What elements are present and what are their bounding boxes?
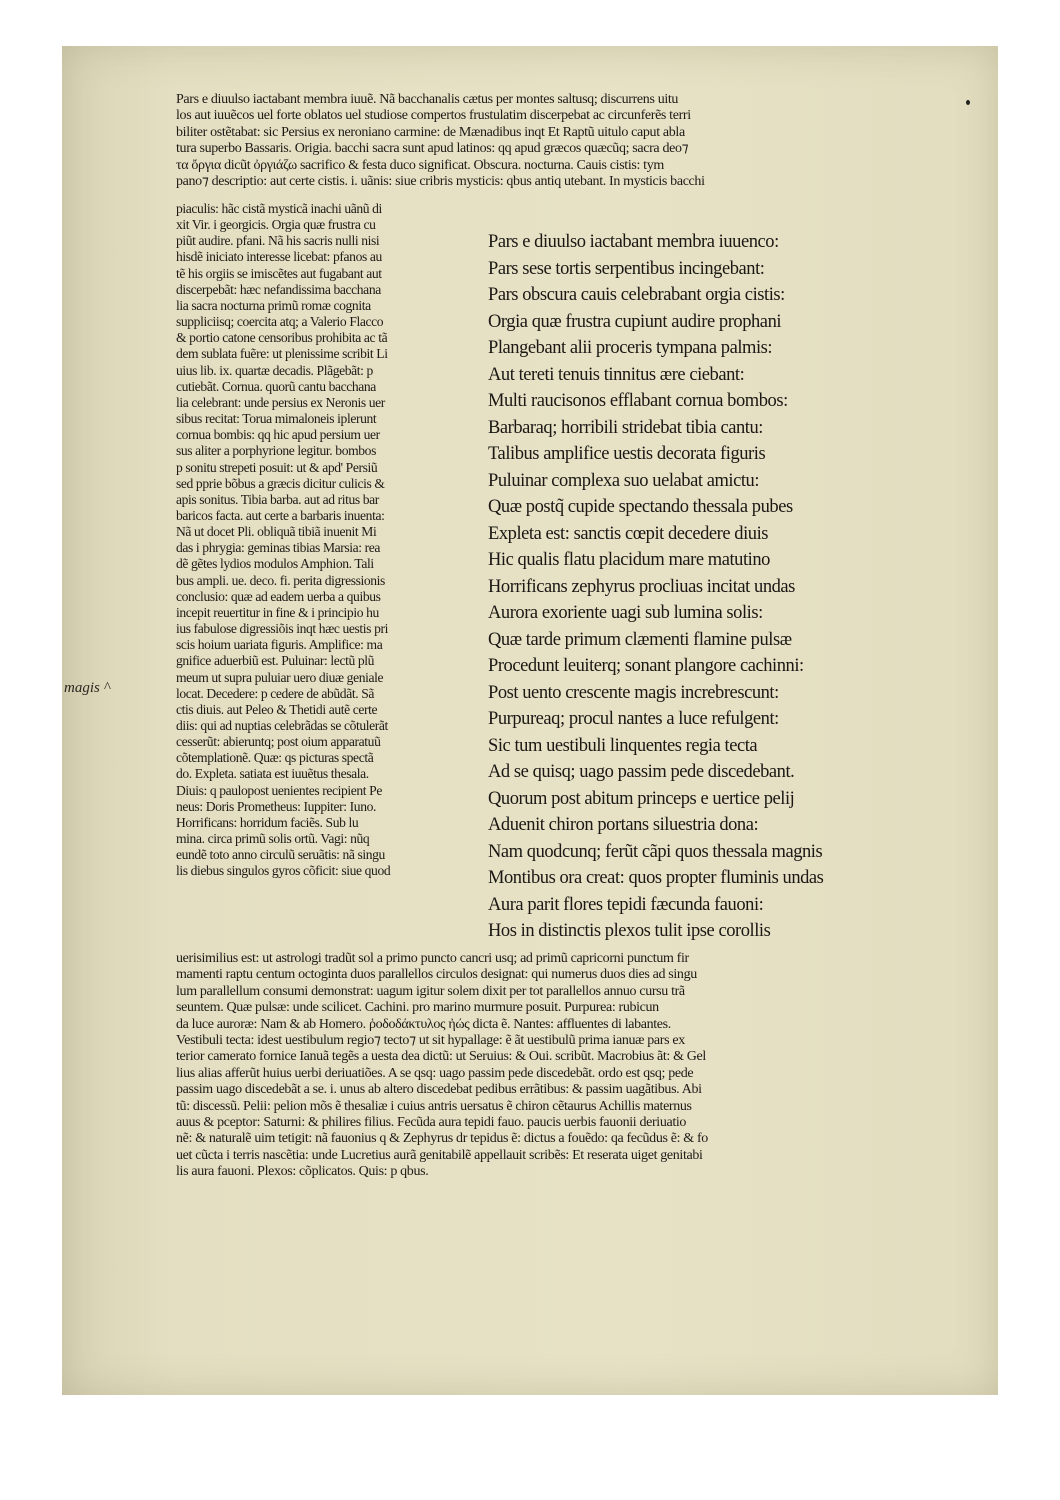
ink-speck <box>966 100 970 105</box>
commentary-line: cesserũt: abieruntq; post oium apparatuũ <box>176 734 381 750</box>
commentary-line: tẽ his orgiis se imiscẽtes aut fugabant aut <box>176 265 382 281</box>
commentary-line: cutiebãt. Cornua. quorũ cantu bacchana <box>176 378 376 394</box>
commentary-line: sed pprie bõbus a græcis dicitur culicis & <box>176 475 385 491</box>
commentary-line: piũt audire. pfani. Nã his sacris nulli nisi <box>176 233 380 249</box>
verse-line: Nam quodcunq; ferũt cãpi quos thessala magnis <box>488 841 823 862</box>
commentary-line: neus: Doris Prometheus: Iuppiter: Iuno. <box>176 798 376 814</box>
verse-line: Plangebant alii proceris tympana palmis: <box>488 338 773 358</box>
commentary-line: discerpebãt: hæc nefandissima bacchana <box>176 281 381 297</box>
commentary-left-column <box>176 201 476 880</box>
commentary-line: nẽ: & naturalẽ uim tetigit: nã fauonius q & Zephyrus dr tepidus ẽ: dictus a fouẽdo: qa fecũdus ẽ: & fo <box>176 1131 708 1147</box>
commentary-line: sus aliter a porphyrione legitur. bombos <box>176 443 376 459</box>
commentary-line: gnifice aduerbiũ est. Puluinar: lectũ plũ <box>176 653 375 669</box>
commentary-line: apis sonitus. Tibia barba. aut ad ritus bar <box>176 491 379 507</box>
verse-text <box>488 229 848 945</box>
commentary-top <box>176 92 880 190</box>
commentary-line: seuntem. Quæ pulsæ: unde scilicet. Cachini. pro marino murmure posuit. Purpurea: rubicun <box>176 1000 659 1016</box>
commentary-line: lis diebus singulos gyros cõficit: siue quod <box>176 863 391 879</box>
commentary-line: & portio catone censoribus prohibita ac tã <box>176 330 388 346</box>
commentary-line: terior camerato fornice Ianuã tegẽs a uesta dea dictũ: ut Seruius: & Oui. scribũt. Macrobius ãt: & Gel <box>176 1049 706 1065</box>
verse-line: Barbaraq; horribili stridebat tibia cantu: <box>488 417 763 438</box>
commentary-line: sibus recitat: Torua mimaloneis iplerunt <box>176 411 377 427</box>
commentary-line: baricos facta. aut certe a barbaris inuenta: <box>176 507 385 523</box>
commentary-line: uet cũcta i terris nascẽtia: unde Lucretius aurã genitabilẽ appellauit scribẽs: Et reserata uiget genitabi <box>176 1147 703 1163</box>
verse-line: Quorum post abitum princeps e uertice pelij <box>488 788 795 809</box>
commentary-line: τα ὄργια dicũt ὀργιάζω sacrifico & festa duco significat. Obscura. nocturna. Cauis cistis: tym <box>176 157 664 173</box>
commentary-line: biliter ostẽtabat: sic Persius ex neroniano carmine: de Mænadibus inqt Et Raptũ uitulo caput abla <box>176 124 685 140</box>
verse-line: Orgia quæ frustra cupiunt audire prophani <box>488 311 782 332</box>
commentary-line: ius fabulose digressiõis inqt hæc uestis pri <box>176 621 388 637</box>
verse-line: Quæ postq̃ cupide spectando thessala pubes <box>488 497 793 517</box>
verse-line: Puluinar complexa suo uelabat amictu: <box>488 470 760 491</box>
commentary-line: uius lib. ix. quartæ decadis. Plãgebãt: p <box>176 362 373 378</box>
verse-line: Ad se quisq; uago passim pede discedebant. <box>488 762 795 782</box>
commentary-line: eundẽ toto anno circulũ seruãtis: nã singu <box>176 847 385 863</box>
verse-line: Pars sese tortis serpentibus incingebant: <box>488 258 765 279</box>
commentary-line: uerisimilius est: ut astrologi tradũt sol a primo puncto cancri usq; ad primũ capricorni punctum fir <box>176 951 689 966</box>
commentary-line: Horrificans: horridum faciẽs. Sub lu <box>176 814 359 830</box>
verse-line: Horrificans zephyrus procliuas incitat undas <box>488 576 795 597</box>
verse-line: Procedunt leuiterq; sonant plangore cachinni: <box>488 656 804 676</box>
verse-line: Aduenit chiron portans siluestria dona: <box>488 815 759 835</box>
commentary-line: da luce auroræ: Nam & ab Homero. ῥοδοδάκτυλος ἠώς dicta ẽ. Nantes: affluentes di labantes. <box>176 1016 671 1032</box>
commentary-line: lis aura fauoni. Plexos: cõplicatos. Quis: p qbus. <box>176 1164 429 1180</box>
commentary-line: Vestibuli tecta: idest uestibulum regio⁊ tecto⁊ ut sit hypallage: ẽ ãt uestibulũ prima ianuæ pars ex <box>176 1033 685 1049</box>
commentary-line: hisdẽ iniciato interesse licebat: pfanos au <box>176 249 382 265</box>
commentary-line: lia celebrant: unde persius ex Neronis uer <box>176 394 385 410</box>
verse-line: Purpureaq; procul nantes a luce refulgent: <box>488 709 779 729</box>
commentary-line: los aut iuuẽcos uel forte oblatos uel studiose compertos frustulatim discerpebat ac circunferẽs terri <box>176 108 691 124</box>
verse-line: Talibus amplifice uestis decorata figuris <box>488 444 766 464</box>
verse-line: Aut tereti tenuis tinnitus ære ciebant: <box>488 364 745 385</box>
commentary-line: tũ: discessũ. Pelii: pelion mõs ẽ thesaliæ i cuius antris uersatus ẽ chiron cẽtaurus Achillis maternus <box>176 1098 692 1114</box>
commentary-bottom <box>176 951 880 1181</box>
commentary-line: Nã ut docet Pli. obliquã tibiã inuenit Mi <box>176 524 377 540</box>
commentary-line: cornua bombis: qq hic apud persium uer <box>176 427 380 443</box>
commentary-line: mina. circa primũ solis ortũ. Vagi: nũq <box>176 831 370 847</box>
commentary-line: lius alias afferũt huius uerbi deriuatiões. A se qsq: uago passim pede discedebãt. ordo est qsq; pede <box>176 1065 694 1081</box>
verse-line: Aurora exoriente uagi sub lumina solis: <box>488 603 763 623</box>
commentary-line: incepit reuertitur in fine & i principio hu <box>176 604 379 620</box>
verse-line: Expleta est: sanctis cœpit decedere diuis <box>488 523 769 544</box>
verse-line: Montibus ora creat: quos propter fluminis undas <box>488 868 824 888</box>
marginal-note: magis ^ <box>64 680 110 696</box>
commentary-line: do. Expleta. satiata est iuuẽtus thesala. <box>176 766 369 782</box>
commentary-line: piaculis: hãc cistã mysticã inachi uãnũ di <box>176 201 382 216</box>
commentary-line: scis hoium uariata figuris. Amplifice: ma <box>176 637 383 653</box>
verse-line: Aura parit flores tepidi fæcunda fauoni: <box>488 894 764 915</box>
verse-line: Multi raucisonos efflabant cornua bombos: <box>488 391 788 411</box>
commentary-line: ctis diuis. aut Peleo & Thetidi autẽ certe <box>176 701 378 717</box>
commentary-line: dem sublata fuẽre: ut plenissime scribit Li <box>176 346 388 362</box>
verse-line: Hic qualis flatu placidum mare matutino <box>488 550 770 570</box>
commentary-line: bus ampli. ue. deco. fi. perita digressionis <box>176 572 385 588</box>
commentary-line: p sonitu strepeti posuit: ut & apd' Persiũ <box>176 459 378 475</box>
commentary-line: cõtemplationẽ. Quæ: qs picturas spectã <box>176 750 374 766</box>
verse-line: Sic tum uestibuli linquentes regia tecta <box>488 735 758 756</box>
verse-line: Pars e diuulso iactabant membra iuuenco: <box>488 232 779 252</box>
commentary-line: mamenti raptu centum octoginta duos parallellos circulos designat: qui numerus duos dies ad singu <box>176 967 697 983</box>
commentary-line: Diuis: q paulopost uenientes recipient Pe <box>176 782 382 798</box>
verse-line: Hos in distinctis plexos tulit ipse corollis <box>488 921 771 941</box>
commentary-line: conclusio: quæ ad eadem uerba a quibus <box>176 588 381 604</box>
commentary-line: das i phrygia: geminas tibias Marsia: rea <box>176 540 381 556</box>
verse-line: Quæ tarde primum clæmenti flamine pulsæ <box>488 629 792 650</box>
commentary-line: lia sacra nocturna primũ romæ cognita <box>176 297 371 313</box>
commentary-line: pano⁊ descriptio: aut certe cistis. i. uãnis: siue cribris mysticis: qbus antiq utebant. In mysticis bacchi <box>176 174 705 190</box>
verse-line: Post uento crescente magis increbrescunt: <box>488 682 779 703</box>
commentary-line: diis: qui ad nuptias celebrãdas se cõtulerãt <box>176 718 388 733</box>
commentary-line: tura superbo Bassaris. Origia. bacchi sacra sunt apud latinos: qq apud græcos quæcũq; sacra deo⁊ <box>176 141 689 157</box>
commentary-line: auus & pceptor: Saturni: & philires filius. Fecũda aura tepidi fauo. paucis uerbis fauonii deriuatio <box>176 1115 687 1131</box>
commentary-line: lum parallellum consumi demonstrat: uagum igitur solem dixit per tot parallellos annuo cursu trã <box>176 983 685 999</box>
commentary-line: suppliciisq; coercita atq; a Valerio Flacco <box>176 314 384 330</box>
verse-line: Pars obscura cauis celebrabant orgia cistis: <box>488 285 785 305</box>
commentary-line: meum ut supra puluiar uero diuæ geniale <box>176 669 384 685</box>
commentary-line: dẽ gẽtes lydios modulos Amphion. Tali <box>176 556 374 572</box>
commentary-line: xit Vir. i georgicis. Orgia quæ frustra cu <box>176 217 376 233</box>
commentary-line: Pars e diuulso iactabant membra iuuẽ. Nã bacchanalis cætus per montes saltusq; discurrens uitu <box>176 92 679 107</box>
commentary-line: locat. Decedere: p cedere de abũdãt. Sã <box>176 685 375 701</box>
commentary-line: passim uago discedebãt a se. i. unus ab altero discedebat pedibus errãtibus: & passim uagãtibus. Abi <box>176 1082 702 1098</box>
